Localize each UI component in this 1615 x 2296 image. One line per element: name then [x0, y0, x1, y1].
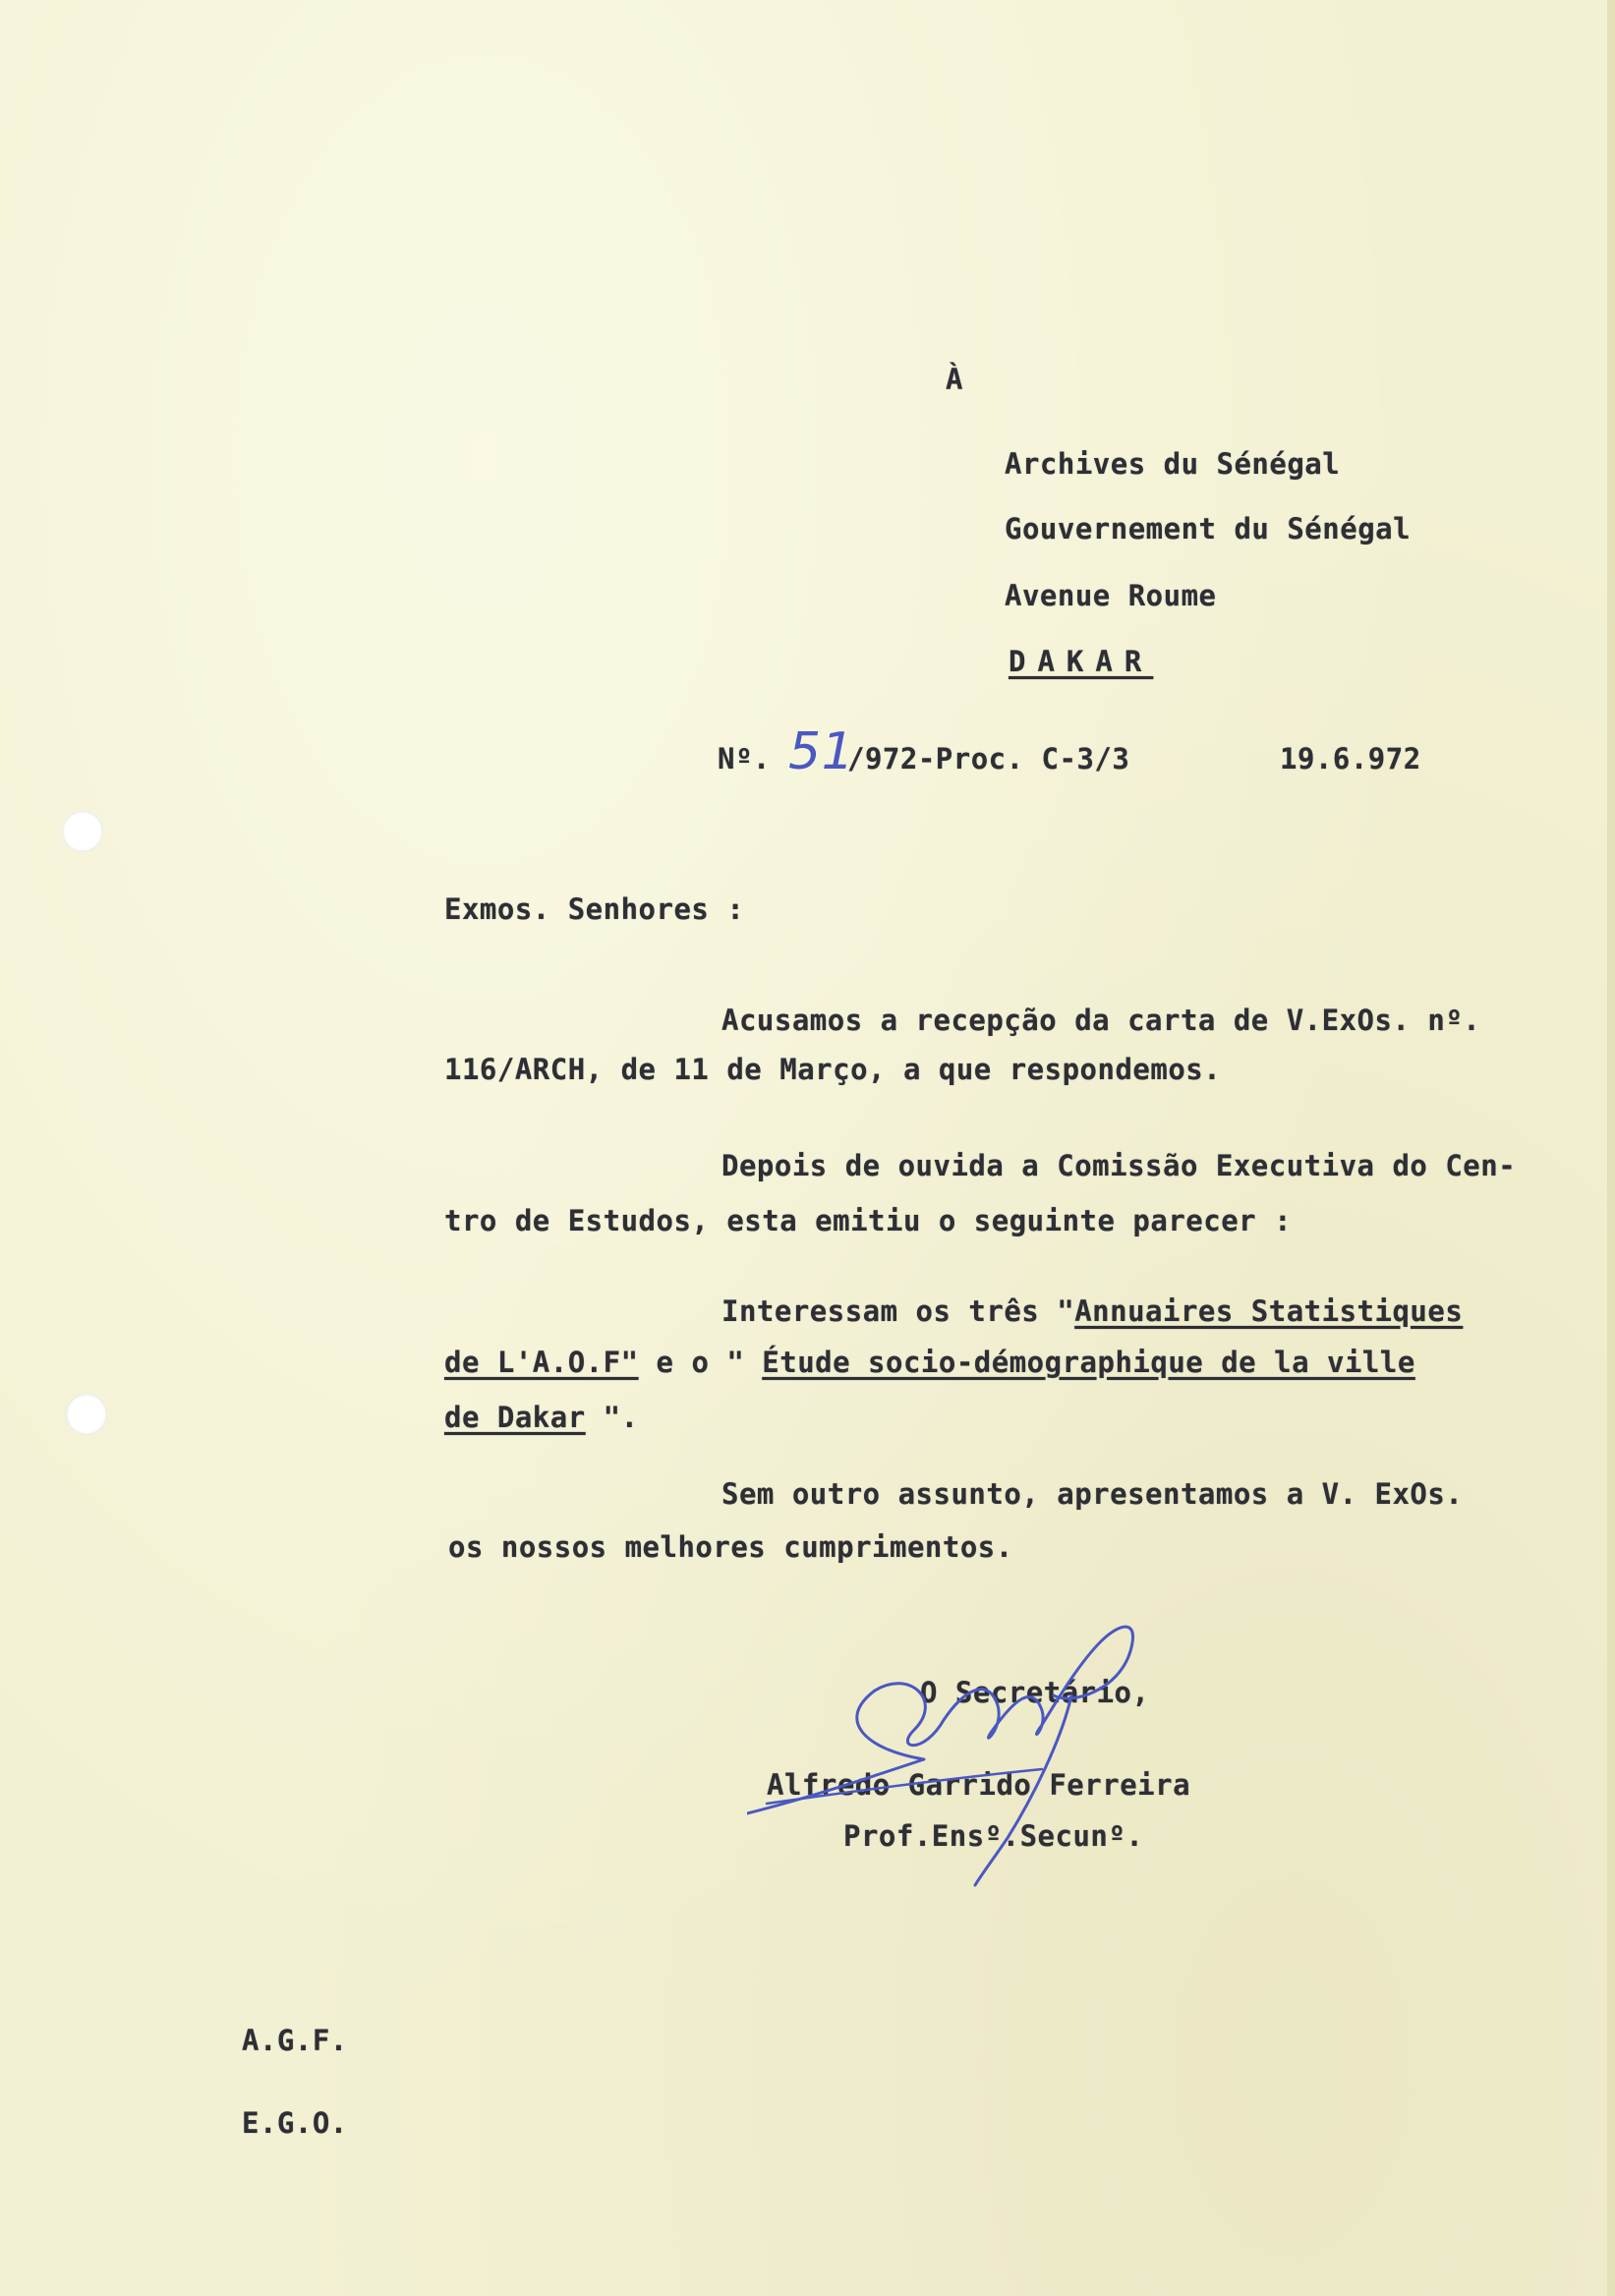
title-aof: de L'A.O.F" [444, 1346, 639, 1379]
title-etude: Étude socio-démographique de la ville [762, 1346, 1415, 1379]
paragraph-3-line-3 [444, 1398, 639, 1437]
paragraph-2-line-2: tro de Estudos, esta emitiu o seguinte parecer : [444, 1204, 1293, 1237]
handwritten-signature [747, 1622, 1258, 1897]
initials-line-2: E.G.O. [242, 2106, 348, 2140]
title-annuaires: Annuaires Statistiques [1074, 1294, 1464, 1328]
paragraph-2-line-1: Depois de ouvida a Comissão Executiva do Cen- [721, 1149, 1517, 1182]
reference-handwritten-number: 51 [788, 722, 855, 781]
recipient-line-2: Gouvernement du Sénégal [1005, 512, 1412, 545]
paragraph-3-text: Interessam os três " [721, 1294, 1075, 1328]
reference-code: /972-Proc. C-3/3 [847, 742, 1130, 775]
paragraph-4-line-2: os nossos melhores cumprimentos. [448, 1530, 1013, 1564]
paragraph-3-text: e o " [638, 1346, 763, 1379]
paragraph-1-line-2: 116/ARCH, de 11 de Março, a que respondemos. [444, 1053, 1222, 1086]
paragraph-3-line-2 [444, 1343, 1415, 1382]
recipient-city: DAKAR [1009, 645, 1154, 678]
punch-hole-bottom [66, 1394, 107, 1435]
paragraph-3-line-1 [721, 1292, 1463, 1331]
closing-title: O Secretário, [920, 1676, 1150, 1709]
paragraph-4-line-1: Sem outro assunto, apresentamos a V. ExOs. [721, 1477, 1464, 1511]
paper-edge [1607, 0, 1615, 2296]
initials-line-1: A.G.F. [242, 2024, 348, 2057]
closing-name: Alfredo Garrido Ferreira [767, 1768, 1191, 1802]
recipient-prefix: À [946, 363, 963, 396]
salutation: Exmos. Senhores : [444, 892, 745, 926]
paragraph-1-line-1: Acusamos a recepção da carta de V.ExOs. nº. [721, 1004, 1481, 1037]
reference-date: 19.6.972 [1280, 742, 1421, 775]
recipient-line-1: Archives du Sénégal [1005, 447, 1341, 481]
recipient-line-3: Avenue Roume [1005, 579, 1217, 612]
punch-hole-top [62, 811, 103, 852]
title-dakar: de Dakar [444, 1401, 586, 1434]
paragraph-3-text: ". [585, 1401, 639, 1434]
closing-credential: Prof.Ensº.Secunº. [843, 1819, 1144, 1853]
reference-number-label: Nº. [718, 742, 771, 775]
